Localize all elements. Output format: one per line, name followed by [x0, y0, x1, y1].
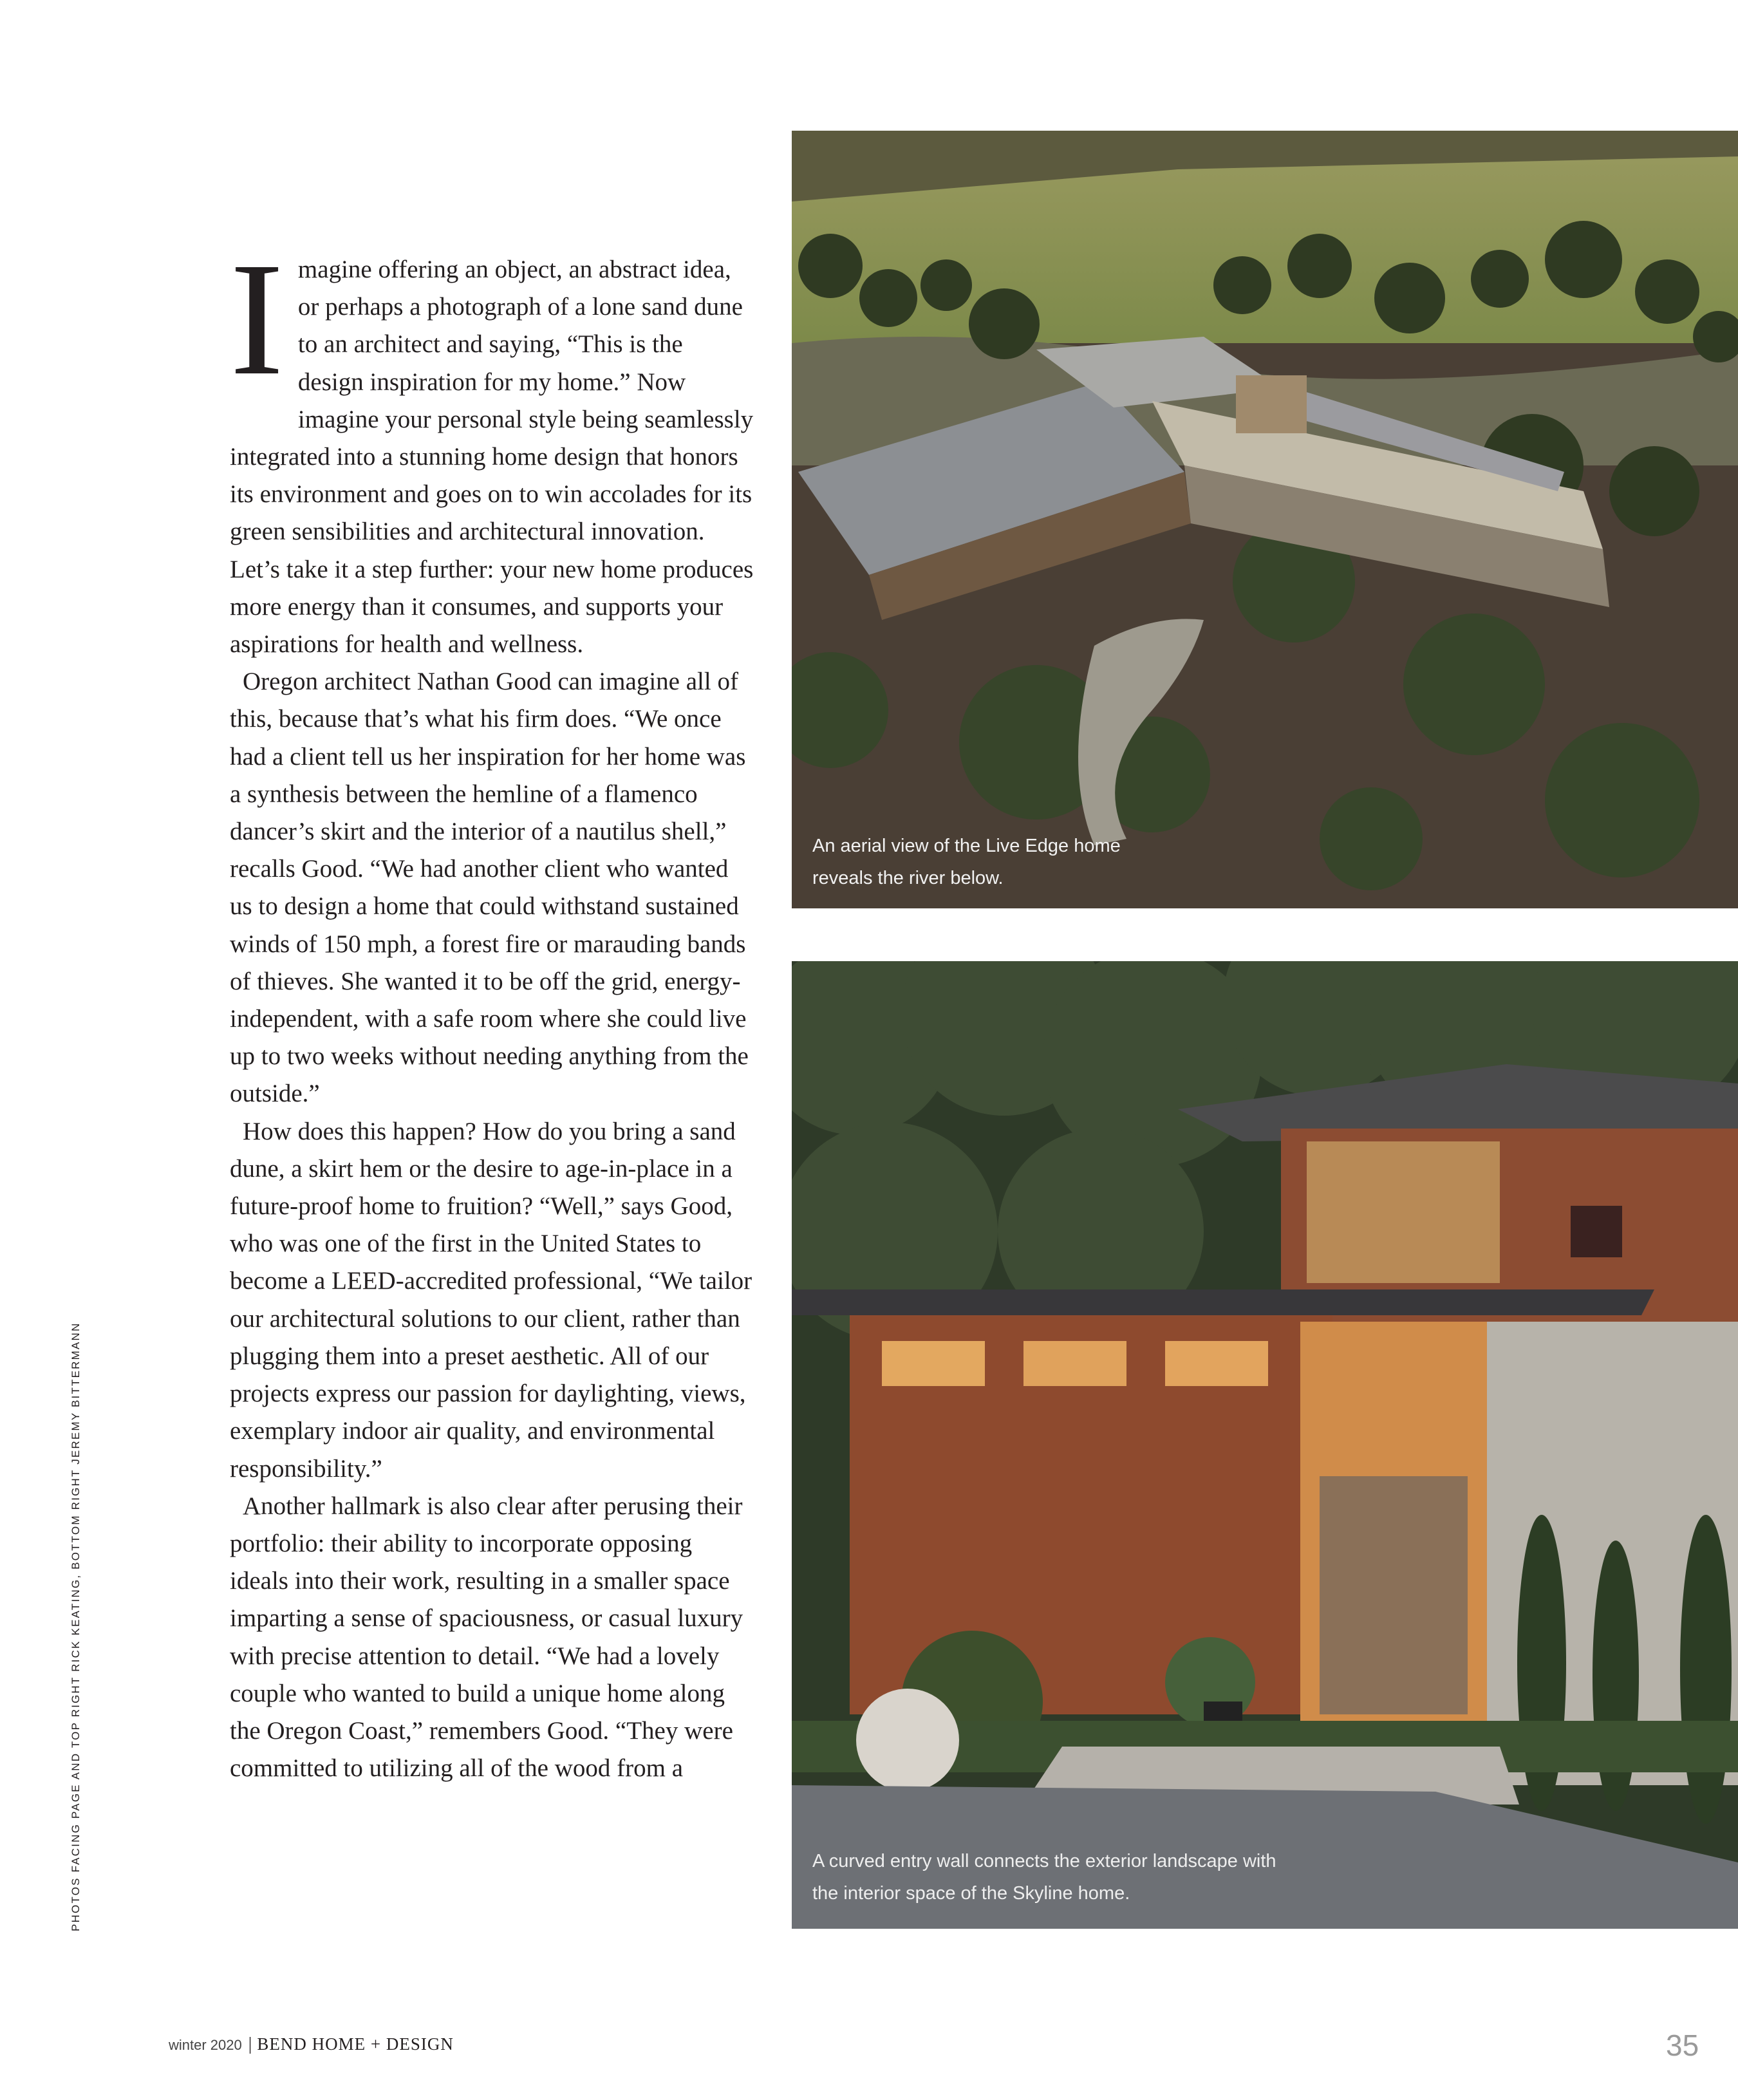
entry-photo: [792, 961, 1738, 1929]
entry-photo-caption: A curved entry wall connects the exterior landscape with the interior space of the Skyline home.: [812, 1851, 1276, 1904]
paragraph-2: Oregon architect Nathan Good can imagine all of this, because that’s what his firm does. “We once had a client tell us her inspiration for her home was a synthesis between the hemline of a flamenco dancer’s skirt and the interior of a nautilus shell,” recalls Good. “We had another client who wanted us to design a home that could withstand sustained winds of 150 mph, a forest fire or marauding bands of thieves. She wanted it to be off the grid, energy-independent, with a safe room where she could live up to two weeks without needing anything from the outside.”: [230, 668, 749, 1108]
paragraph-1-text: magine offering an object, an abstract idea, or perhaps a photograph of a lone sand dune to an architect and saying, “This is the design inspiration for my home.” Now imagine your personal style being seamlessly integrated into a stunning home design that honors its environment and goes on to win accolades for its green sensibilities and architectural innovation. Let’s take it a step further: your new home produces more energy than it consumes, and supports your aspirations for health and wellness.: [230, 256, 754, 659]
paragraph-3: How does this happen? How do you bring a sand dune, a skirt hem or the desire to age-in-place in a future-proof home to fruition? “Well,” says Good, who was one of the first in the United States to become a LEED-accredited professional, “We tailor our architectural solutions to our client, rather than plugging them into a preset aesthetic. All of our projects express our passion for daylighting, views, exemplary indoor air quality, and environmental responsibility.”: [230, 1117, 752, 1483]
entry-photo-image: [792, 961, 1738, 1929]
drop-cap: I: [230, 229, 284, 409]
paragraph-1: [230, 229, 754, 663]
footer-separator: |: [248, 2034, 252, 2054]
page-number: 35: [1666, 2029, 1699, 2062]
footer-season: winter 2020: [169, 2037, 242, 2053]
photo-credit: PHOTOS FACING PAGE AND TOP RIGHT RICK KEATING, BOTTOM RIGHT JEREMY BITTERMANN: [70, 1322, 82, 1931]
paragraph-4: Another hallmark is also clear after perusing their portfolio: their ability to incorporate opposing ideals into their work, resulting in a smaller space imparting a sense of spaciousness, or casual luxury with precise attention to detail. “We had a lovely couple who wanted to build a unique home along the Oregon Coast,” remembers Good. “They were committed to utilizing all of the wood from a: [230, 1492, 743, 1783]
aerial-photo-image: [792, 131, 1738, 908]
footer-magazine-name: BEND HOME + DESIGN: [257, 2034, 454, 2054]
page-footer: [169, 2034, 454, 2055]
aerial-photo-caption: An aerial view of the Live Edge home reveals the river below.: [812, 836, 1121, 888]
article-body: [230, 229, 754, 1787]
aerial-photo: [792, 131, 1738, 908]
